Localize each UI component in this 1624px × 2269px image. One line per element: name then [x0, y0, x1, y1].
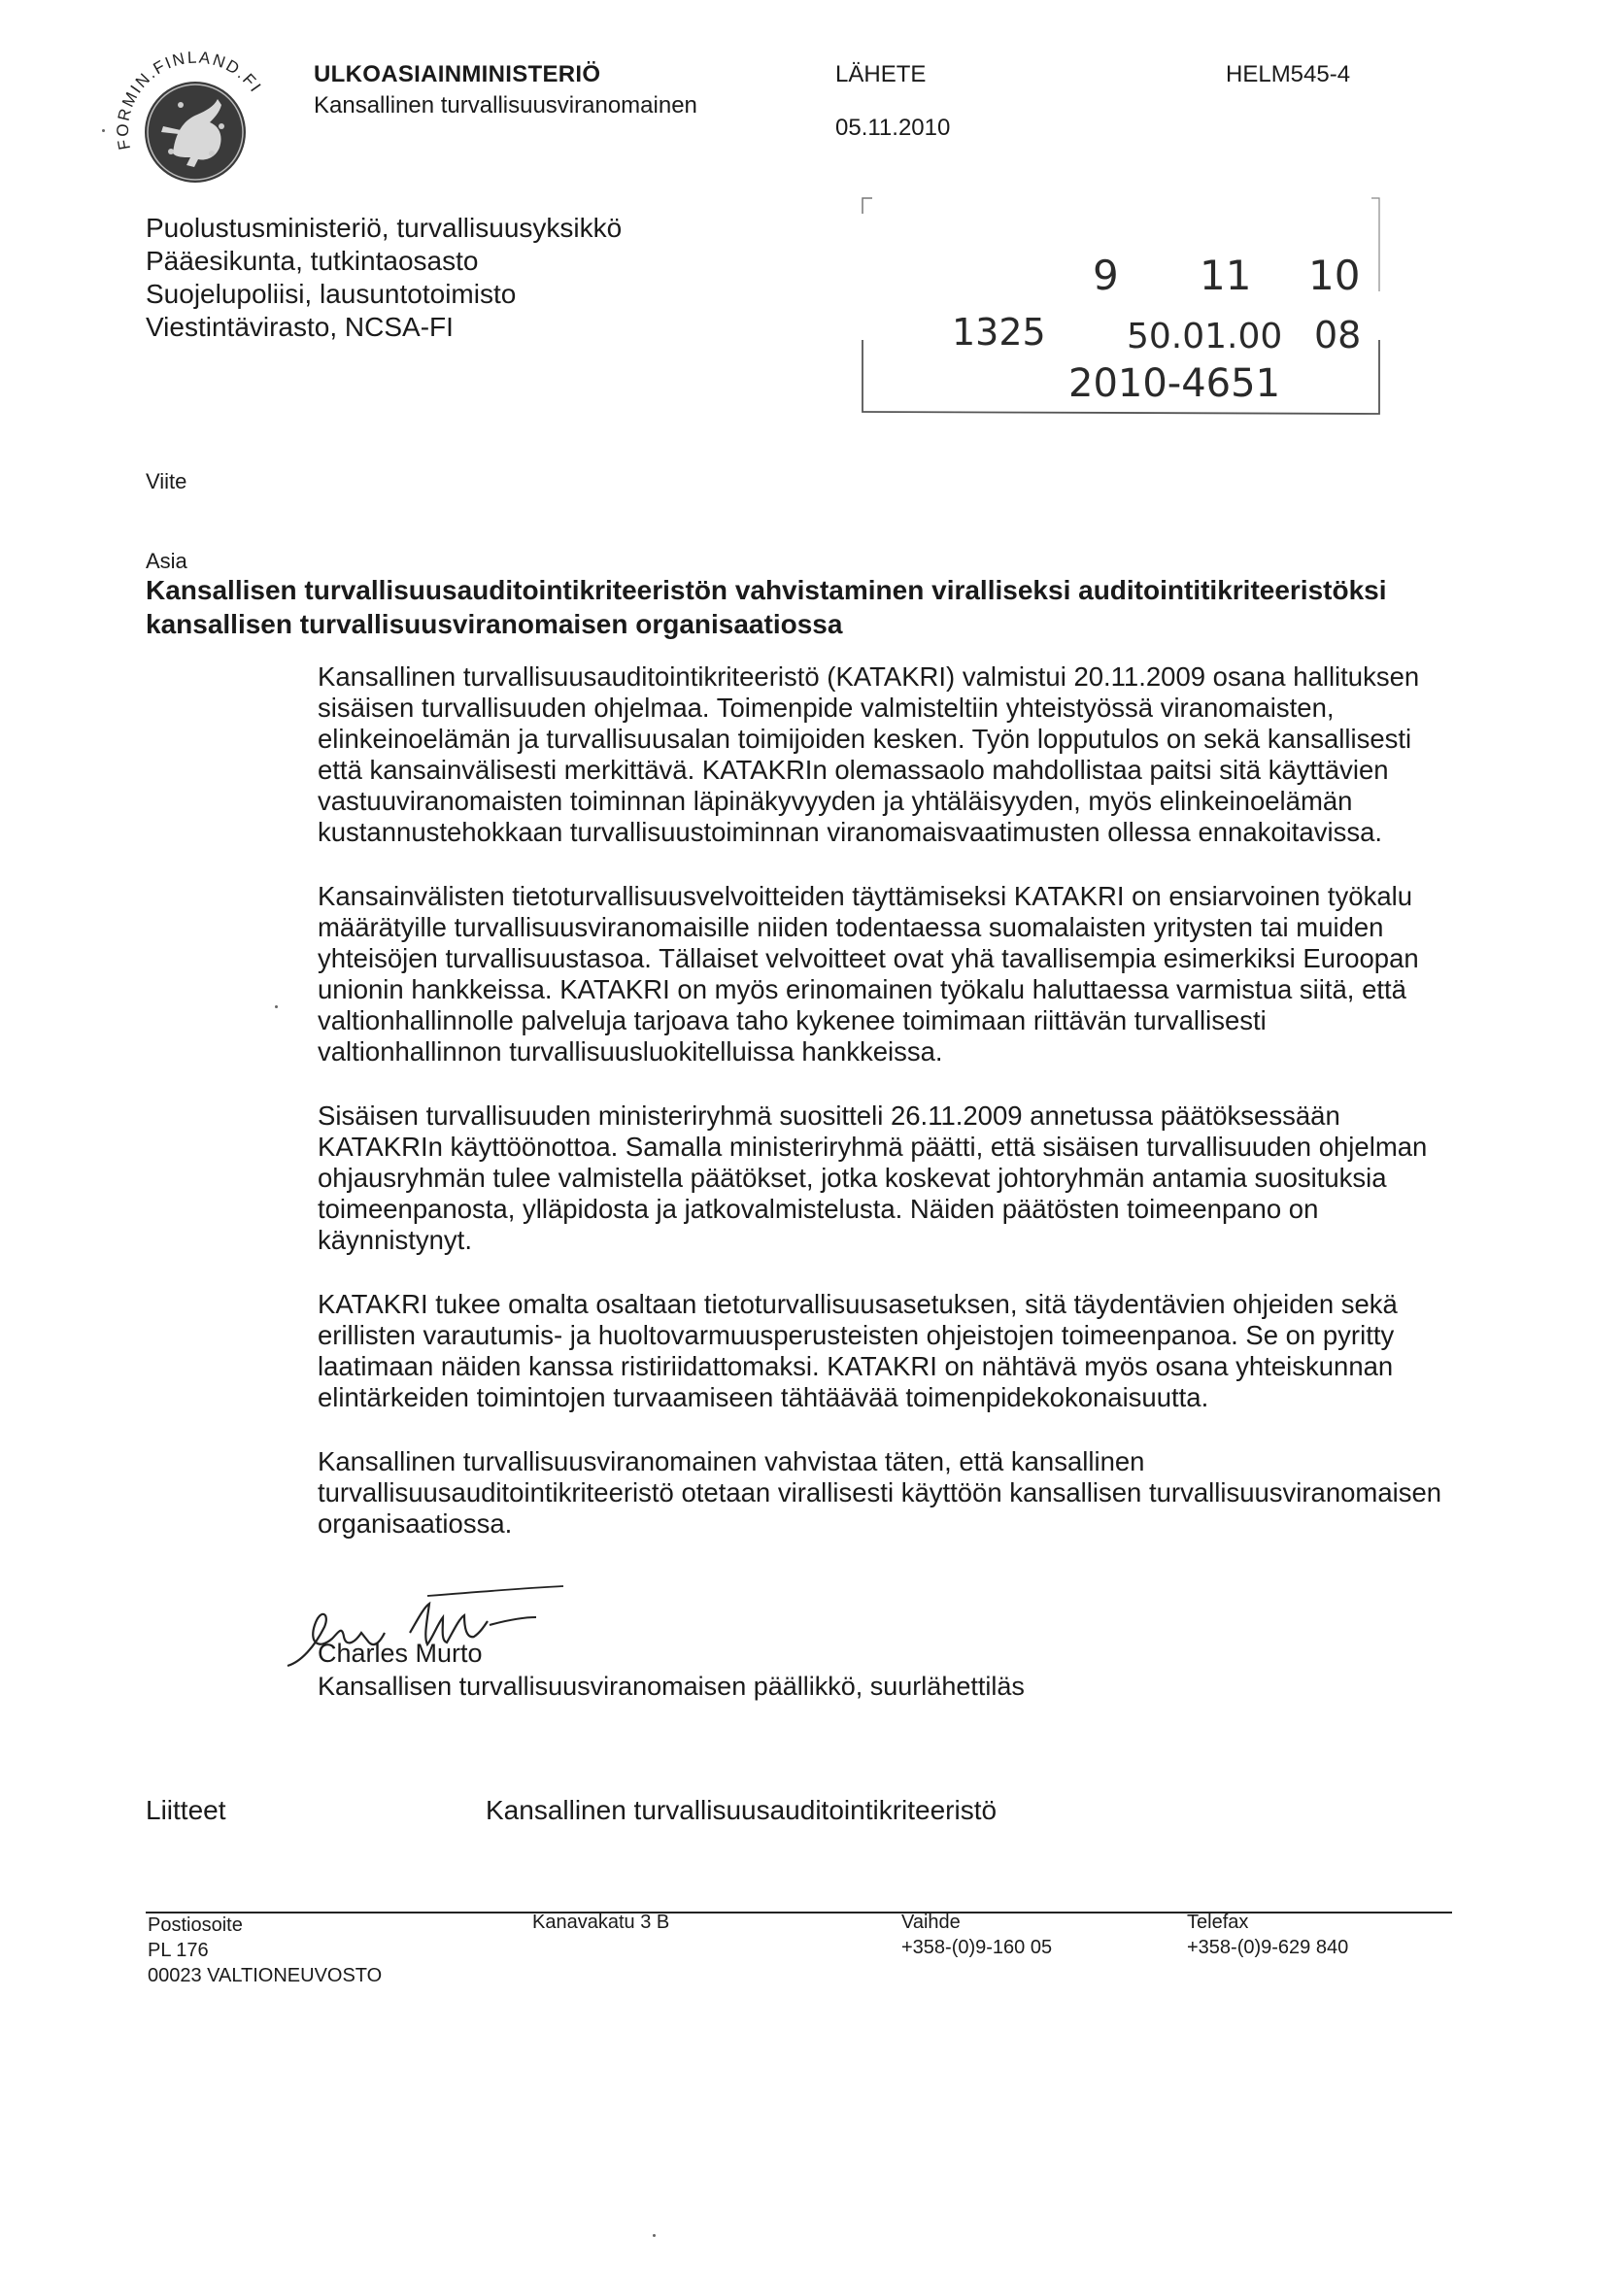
recipient: Puolustusministeriö, turvallisuusyksikkö	[146, 213, 623, 243]
attachments-label: Liitteet	[146, 1795, 226, 1825]
footer-postal	[148, 1913, 382, 1988]
footer-phone	[901, 1910, 1052, 1960]
letter-body	[318, 661, 1454, 1573]
recipient: Viestintävirasto, NCSA-FI	[146, 312, 454, 342]
stamp-registry-number: 2010-4651	[1068, 361, 1281, 406]
document-date: 05.11.2010	[835, 115, 951, 141]
svg-text:FORMIN.FINLAND.FI: FORMIN.FINLAND.FI	[113, 48, 266, 152]
signer-title: Kansallisen turvallisuusviranomaisen päällikkö, suurlähettiläs	[318, 1672, 1025, 1701]
registration-stamp	[855, 194, 1389, 418]
footer-fax-number: +358-(0)9-629 840	[1187, 1937, 1349, 1958]
document-type: LÄHETE	[835, 61, 927, 87]
scan-speck	[653, 2234, 656, 2237]
organization-unit: Kansallinen turvallisuusviranomainen	[314, 92, 697, 119]
recipient: Suojelupoliisi, lausuntotoimisto	[146, 279, 517, 309]
footer-phone-label: Vaihde	[901, 1912, 961, 1933]
footer-postal-city: 00023 VALTIONEUVOSTO	[148, 1965, 383, 1986]
footer-phone-number: +358-(0)9-160 05	[901, 1937, 1053, 1958]
footer-street: Kanavakatu 3 B	[532, 1912, 670, 1933]
reference-label: Viite	[146, 469, 187, 493]
stamp-month: 11	[1200, 252, 1252, 299]
body-paragraph: Kansallinen turvallisuusviranomainen vahvistaa täten, että kansallinen turvallisuusauditointikriteeristö otetaan virallisesti käyttöön kansallisen turvallisuusviranomaisen organisaatiossa.	[318, 1446, 1442, 1539]
stamp-year: 10	[1308, 252, 1361, 299]
ministry-seal-logo	[105, 37, 286, 218]
stamp-day: 9	[1093, 252, 1119, 299]
signer-block	[318, 1637, 1025, 1703]
stamp-code-c: 08	[1314, 314, 1362, 356]
scan-speck	[102, 129, 105, 132]
subject-label: Asia	[146, 549, 187, 573]
body-paragraph: Kansainvälisten tietoturvallisuusvelvoitteiden täyttämiseksi KATAKRI on ensiarvoinen työkalu määrätyille turvallisuusviranomaisille niiden todentaessa suomalaisten yritysten tai muiden yhteisöjen turvallisuustasoa. Tällaiset velvoitteet ovat yhä tavallisempia esimerkiksi Euroopan unionin hankkeissa. KATAKRI on myös erinomainen työkalu haluttaessa varmistua siitä, että valtionhallinnolle palveluja tarjoava taho kykenee toimimaan riittävän turvallisesti valtionhallinnon turvallisuusluokitelluissa hankkeissa.	[318, 881, 1419, 1067]
recipient-list	[146, 212, 622, 344]
footer-postal-box: PL 176	[148, 1940, 209, 1961]
body-paragraph: Sisäisen turvallisuuden ministeriryhmä suositteli 26.11.2009 annetussa päätöksessään KATAKRIn käyttöönottoa. Samalla ministeriryhmä päätti, että sisäisen turvallisuuden ohjelman ohjausryhmän tulee valmistella päätökset, jotka koskevat johtoryhmän antamia suosituksia toimeenpanosta, ylläpidosta ja jatkovalmistelusta. Näiden päätösten toimeenpano on käynnistynyt.	[318, 1101, 1428, 1255]
body-paragraph: KATAKRI tukee omalta osaltaan tietoturvallisuusasetuksen, sitä täydentävien ohjeiden sekä erillisten varautumis- ja huoltovarmuusperusteisten ohjeistojen toimeenpanoa. Se on pyritty laatimaan näiden kanssa ristiriidattomaksi. KATAKRI on nähtävä myös osana yhteiskunnan elintärkeiden toimintojen turvaamiseen tähtäävää toimenpidekokonaisuutta.	[318, 1289, 1398, 1412]
footer-postal-label: Postiosoite	[148, 1914, 243, 1936]
stamp-code-b: 50.01.00	[1127, 317, 1283, 356]
body-paragraph: Kansallinen turvallisuusauditointikriteeristö (KATAKRI) valmistui 20.11.2009 osana hallituksen sisäisen turvallisuuden ohjelmaa. Toimenpide valmisteltiin yhteistyössä viranomaisten, elinkeinoelämän ja turvallisuusalan toimijoiden kesken. Työn lopputulos on sekä kansallisesti että kansainvälisesti merkittävä. KATAKRIn olemassaolo mahdollistaa paitsi sitä käyttävien vastuuviranomaisten toiminnan läpinäkyvyyden ja yhtäläisyyden, myös elinkeinoelämän kustannustehokkaan turvallisuustoiminnan viranomaisvaatimusten ollessa ennakoitavissa.	[318, 661, 1420, 847]
document-reference-id: HELM545-4	[1226, 61, 1351, 87]
recipient: Pääesikunta, tutkintaosasto	[146, 246, 479, 276]
scan-speck	[275, 1005, 278, 1008]
organization-name: ULKOASIAINMINISTERIÖ	[314, 61, 601, 87]
stamp-code-a: 1325	[952, 311, 1046, 354]
footer-fax	[1187, 1910, 1348, 1960]
attachment-item: Kansallinen turvallisuusauditointikriteeristö	[486, 1795, 998, 1825]
footer-fax-label: Telefax	[1187, 1912, 1249, 1933]
signer-name: Charles Murto	[318, 1639, 483, 1668]
subject-heading: Kansallisen turvallisuusauditointikriteeristön vahvistaminen viralliseksi auditointitikriteeristöksi kansallisen turvallisuusviranomaisen organisaatiossa	[146, 575, 1387, 639]
